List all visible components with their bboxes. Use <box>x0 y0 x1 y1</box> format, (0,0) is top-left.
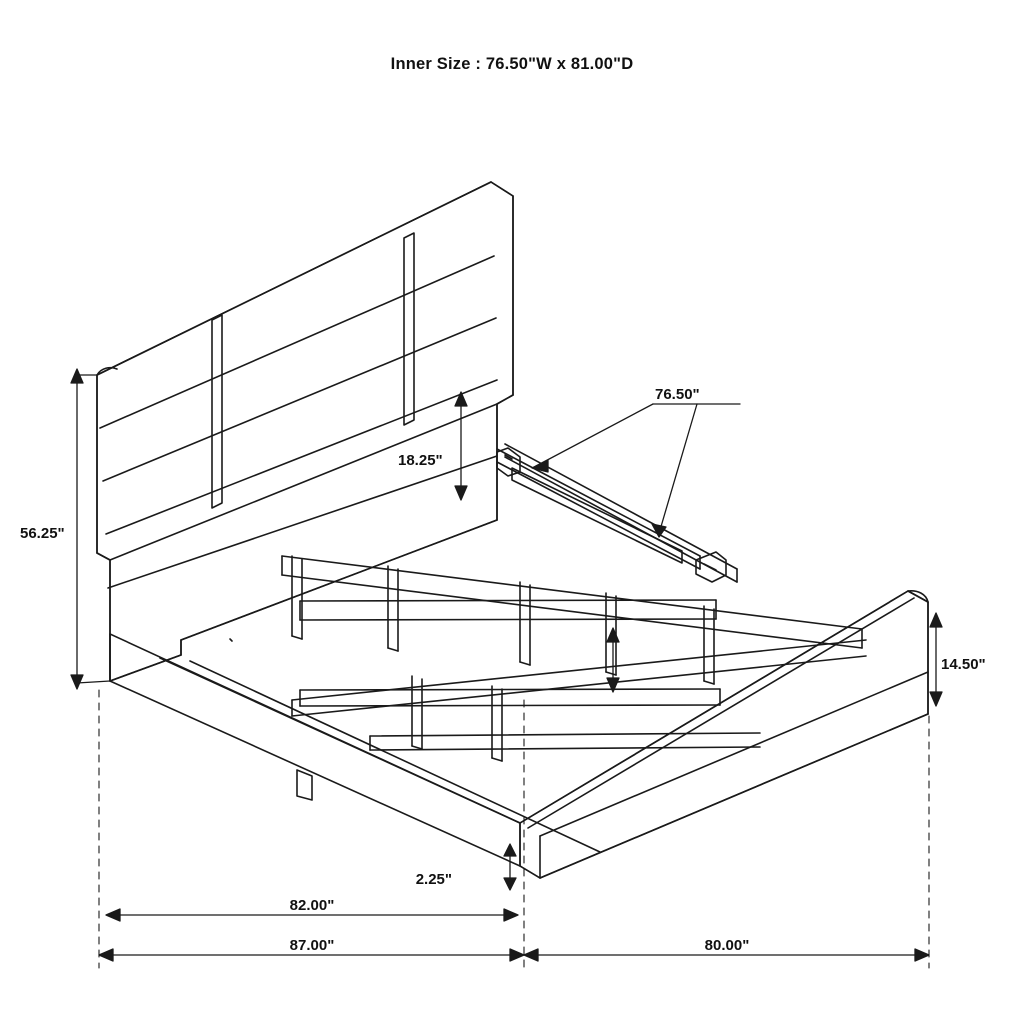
label-inner-width: 76.50" <box>655 386 700 403</box>
label-headboard-above-rail: 18.25" <box>398 452 443 469</box>
label-footboard-height: 14.50" <box>941 656 986 673</box>
leader-inner-width-2 <box>652 404 697 537</box>
label-overall-length: 87.00" <box>289 937 335 954</box>
label-deck-clearance: 2.25" <box>415 871 452 888</box>
label-headboard-height: 56.25" <box>20 525 65 542</box>
label-inner-length: 82.00" <box>289 897 335 914</box>
headboard <box>97 182 513 681</box>
dimension-deck-interior <box>607 628 619 692</box>
dimension-headboard-height <box>71 369 110 689</box>
leader-inner-width <box>532 404 740 533</box>
dimension-deck-clearance <box>504 844 516 890</box>
dimension-headboard-above-rail <box>455 392 467 500</box>
page-title: Inner Size : 76.50"W x 81.00"D <box>390 55 634 73</box>
bed-frame-rails <box>110 444 866 866</box>
label-overall-width: 80.00" <box>704 937 750 954</box>
